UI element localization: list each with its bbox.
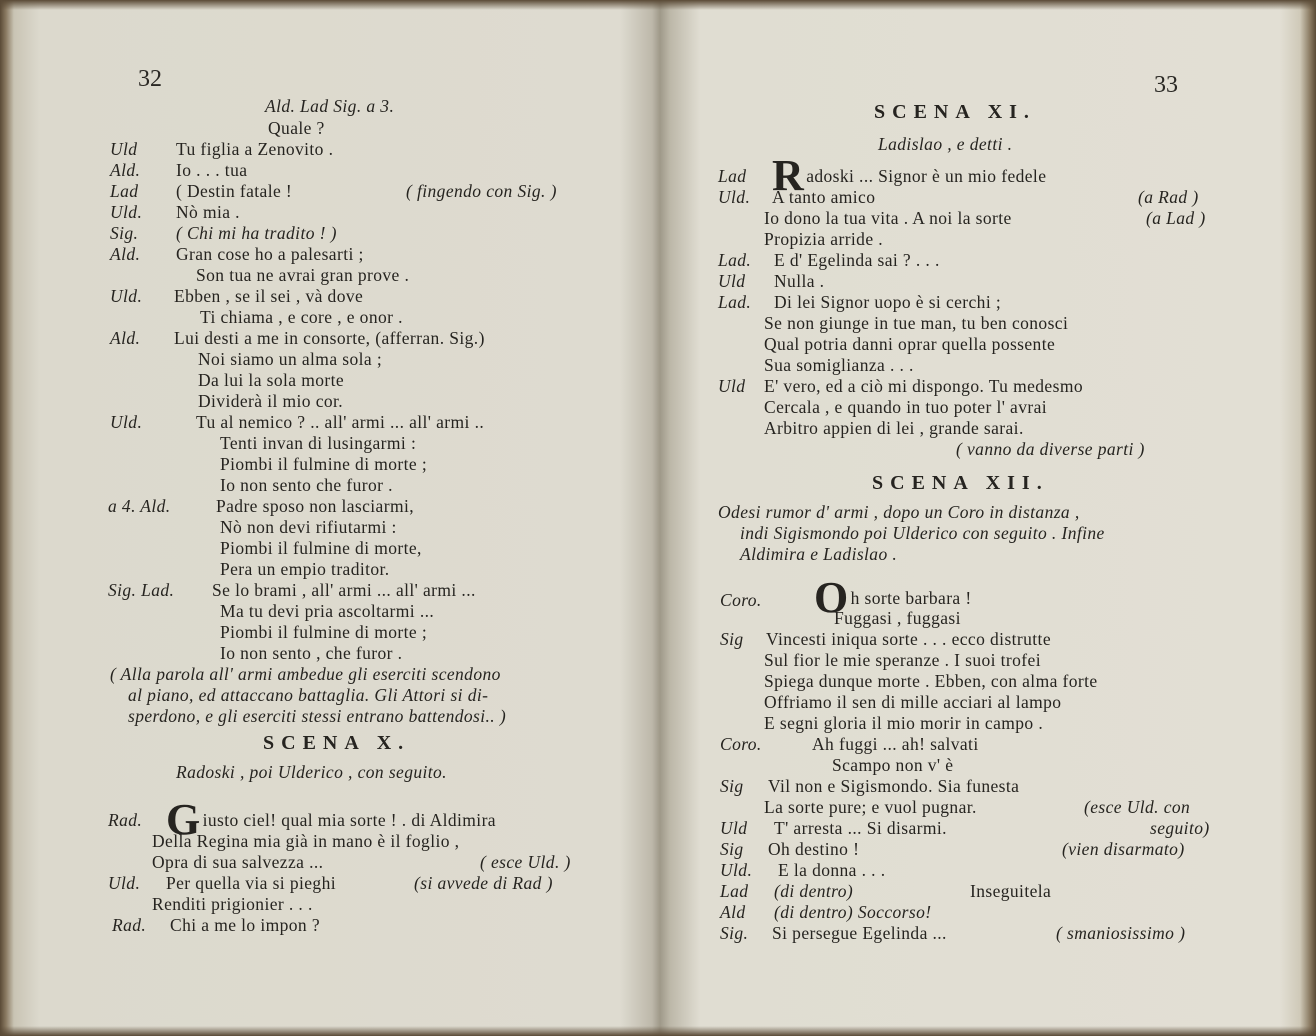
text-line: Pera un empio traditor.: [220, 559, 390, 579]
text-line: Tenti invan di lusingarmi :: [220, 433, 417, 453]
text-line: Sua somiglianza . . .: [764, 355, 914, 375]
text-line: Ti chiama , e core , e onor .: [200, 307, 403, 327]
text-line: Propizia arride .: [764, 229, 884, 249]
stage-direction: (si avvede di Rad ): [414, 873, 553, 893]
speaker-label: Uld: [718, 271, 746, 291]
speaker-label: Coro.: [720, 590, 762, 610]
right-page: [660, 0, 1316, 1036]
stage-direction: sperdono, e gli eserciti stessi entrano battendosi.. ): [128, 706, 507, 726]
text-line: Piombi il fulmine di morte ;: [220, 622, 428, 642]
text-line: Tu al nemico ? .. all' armi ... all' armi ..: [196, 412, 485, 432]
text-line: Spiega dunque morte . Ebben, con alma forte: [764, 671, 1098, 691]
text-line: Se non giunge in tue man, tu ben conosci: [764, 313, 1069, 333]
stage-direction: (esce Uld. con: [1084, 797, 1191, 817]
speaker-label: Coro.: [720, 734, 762, 754]
text-line: Di lei Signor uopo è si cerchi ;: [774, 292, 1002, 312]
stage-direction: indi Sigismondo poi Ulderico con seguito . Infine: [740, 523, 1105, 543]
speaker-label: Lad.: [718, 250, 752, 270]
speaker-label: Ald.: [110, 244, 141, 264]
text-line: Oh destino !: [768, 839, 860, 859]
text-line: Piombi il fulmine di morte,: [220, 538, 422, 558]
scene-characters: Radoski , poi Ulderico , con seguito.: [176, 762, 447, 782]
text-line: Inseguitela: [970, 881, 1052, 901]
stage-direction: seguito): [1150, 818, 1210, 838]
stage-direction: ( esce Uld. ): [480, 852, 571, 872]
text-line: Io . . . tua: [176, 160, 248, 180]
text-line: Ah fuggi ... ah! salvati: [812, 734, 979, 754]
stage-direction: (a Lad ): [1146, 208, 1206, 228]
text-line: E d' Egelinda sai ? . . .: [774, 250, 940, 270]
text-line: Cercala , e quando in tuo poter l' avrai: [764, 397, 1048, 417]
text-line: Piombi il fulmine di morte ;: [220, 454, 428, 474]
speaker-label: Sig: [720, 839, 744, 859]
scene-heading: SCENA X.: [263, 732, 411, 754]
text-line: Si persegue Egelinda ...: [772, 923, 947, 943]
text-line: T' arresta ... Si disarmi.: [774, 818, 947, 838]
stage-direction: (di dentro) Soccorso!: [774, 902, 932, 922]
text-line: Io dono la tua vita . A noi la sorte: [764, 208, 1012, 228]
text-line: Qual potria danni oprar quella possente: [764, 334, 1056, 354]
scene-characters: Ladislao , e detti .: [878, 134, 1013, 154]
text-line: Nò non devi rifiutarmi :: [220, 517, 397, 537]
speaker-label: Sig: [720, 629, 744, 649]
stage-direction: (di dentro): [774, 881, 854, 901]
speaker-label: Uld.: [110, 412, 143, 432]
text-line: Quale ?: [268, 118, 325, 138]
speaker-label: Uld: [110, 139, 138, 159]
stage-direction: (a Rad ): [1138, 187, 1199, 207]
text-line: E segni gloria il mio morir in campo .: [764, 713, 1044, 733]
text-line: Tu figlia a Zenovito .: [176, 139, 334, 159]
text-line: Gran cose ho a palesarti ;: [176, 244, 364, 264]
speaker-label: Uld.: [110, 202, 143, 222]
text-line: Sul fior le mie speranze . I suoi trofei: [764, 650, 1041, 670]
speaker-label: Sig.: [110, 223, 139, 243]
text-line: Per quella via si pieghi: [166, 873, 336, 893]
text-line: Da lui la sola morte: [198, 370, 345, 390]
page-number-left: 32: [138, 66, 162, 92]
speaker-label: Uld.: [110, 286, 143, 306]
stage-direction: Odesi rumor d' armi , dopo un Coro in distanza ,: [718, 502, 1080, 522]
text-line: Nò mia .: [176, 202, 240, 222]
text-line: ( Destin fatale !: [176, 181, 293, 201]
speaker-label: Lad.: [718, 292, 752, 312]
speaker-label: Uld.: [108, 873, 141, 893]
text-line: Ma tu devi pria ascoltarmi ...: [220, 601, 435, 621]
speaker-label: Lad: [110, 181, 139, 201]
speaker-label: a 4. Ald.: [108, 496, 171, 516]
drop-cap: O: [814, 573, 849, 622]
text-line: E' vero, ed a ciò mi dispongo. Tu medesmo: [764, 376, 1083, 396]
text-line: Ebben , se il sei , và dove: [174, 286, 364, 306]
text-line: Ald. Lad Sig. a 3.: [265, 96, 395, 116]
speaker-label: Ald: [720, 902, 746, 922]
speaker-label: Rad.: [112, 915, 147, 935]
speaker-label: Uld.: [718, 187, 751, 207]
text-line: Scampo non v' è: [832, 755, 954, 775]
drop-cap: G: [166, 795, 201, 844]
text-line: A tanto amico: [772, 187, 876, 207]
scene-heading: SCENA XI.: [874, 101, 1036, 123]
speaker-label: Sig.: [720, 923, 749, 943]
text-line: La sorte pure; e vuol pugnar.: [764, 797, 977, 817]
stage-direction: al piano, ed attaccano battaglia. Gli Attori si di-: [128, 685, 489, 705]
text-line: Son tua ne avrai gran prove .: [196, 265, 410, 285]
text-line: Noi siamo un alma sola ;: [198, 349, 383, 369]
text-line: Offriamo il sen di mille acciari al lampo: [764, 692, 1062, 712]
speaker-label: Lad: [720, 881, 749, 901]
stage-direction: ( Alla parola all' armi ambedue gli eserciti scendono: [110, 664, 501, 684]
text-line: Dividerà il mio cor.: [198, 391, 344, 411]
text-line: h sorte barbara !: [850, 588, 972, 608]
text-line: Renditi prigionier . . .: [152, 894, 313, 914]
text-line: ( Chi mi ha tradito ! ): [176, 223, 337, 243]
text-line: Io non sento che furor .: [220, 475, 393, 495]
page-number-right: 33: [1154, 72, 1178, 98]
stage-direction: ( smaniosissimo ): [1056, 923, 1186, 943]
text-line: Della Regina mia già in mano è il foglio ,: [152, 831, 460, 851]
speaker-label: Ald.: [110, 160, 141, 180]
stage-direction: ( fingendo con Sig. ): [406, 181, 557, 201]
speaker-label: Uld.: [720, 860, 753, 880]
text-line: Lui desti a me in consorte, (afferran. Sig.): [174, 328, 485, 348]
speaker-label: Uld: [720, 818, 748, 838]
text-line: Arbitro appien di lei , grande sarai.: [764, 418, 1024, 438]
text-line: Padre sposo non lasciarmi,: [216, 496, 415, 516]
stage-direction: Aldimira e Ladislao .: [740, 544, 898, 564]
speaker-label: Rad.: [108, 810, 143, 830]
text-line: iusto ciel! qual mia sorte ! . di Aldimira: [202, 810, 496, 830]
text-line: adoski ... Signor è un mio fedele: [806, 166, 1047, 186]
text-line: Vincesti iniqua sorte . . . ecco distrutte: [766, 629, 1051, 649]
speaker-label: Sig. Lad.: [108, 580, 175, 600]
text-line: Nulla .: [774, 271, 825, 291]
text-line: Io non sento , che furor .: [220, 643, 403, 663]
speaker-label: Sig: [720, 776, 744, 796]
text-line: Fuggasi , fuggasi: [834, 608, 961, 628]
stage-direction: ( vanno da diverse parti ): [956, 439, 1145, 459]
text-line: Vil non e Sigismondo. Sia funesta: [768, 776, 1020, 796]
stage-direction: (vien disarmato): [1062, 839, 1185, 859]
text-line: E la donna . . .: [778, 860, 886, 880]
drop-cap: R: [772, 151, 805, 200]
text-line: Chi a me lo impon ?: [170, 915, 321, 935]
speaker-label: Ald.: [110, 328, 141, 348]
speaker-label: Uld: [718, 376, 746, 396]
speaker-label: Lad: [718, 166, 747, 186]
text-line: Se lo brami , all' armi ... all' armi ...: [212, 580, 476, 600]
scene-heading: SCENA XII.: [872, 472, 1049, 494]
text-line: Opra di sua salvezza ...: [152, 852, 324, 872]
